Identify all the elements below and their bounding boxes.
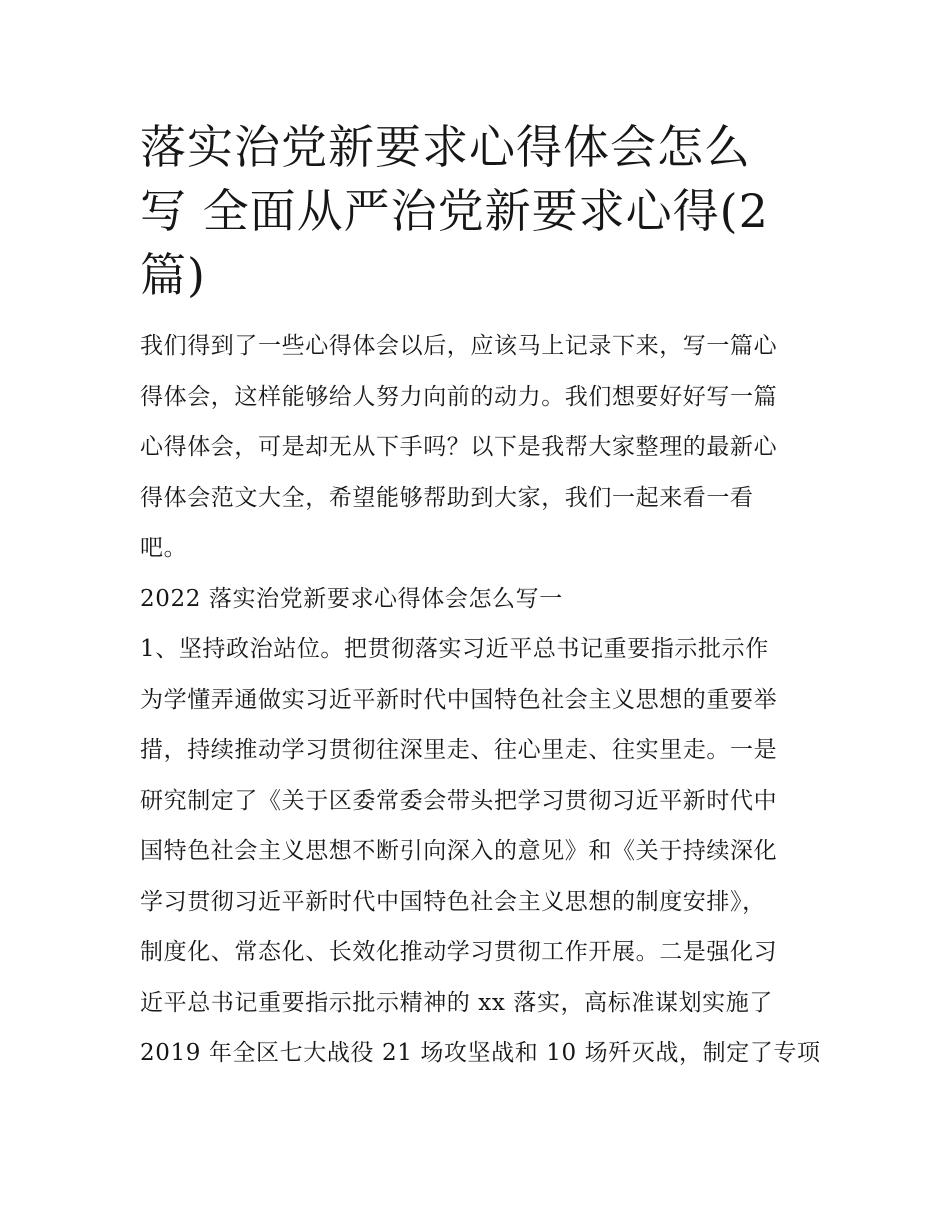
text-line: 得体会，这样能够给人努力向前的动力。我们想要好好写一篇 <box>140 383 778 410</box>
text-line: 近平总书记重要指示批示精神的 xx 落实，高标准谋划实施了 <box>140 989 773 1016</box>
text-line: 我们得到了一些心得体会以后，应该马上记录下来，写一篇心 <box>140 333 778 359</box>
text-line: 吧。 <box>140 535 188 561</box>
text-line: 1、坚持政治站位。把贯彻落实习近平总书记重要指示批示作 <box>140 636 769 662</box>
text-line: 2019 年全区七大战役 21 场攻坚战和 10 场歼灭战，制定了专项 <box>140 1040 821 1066</box>
text-line: 制度化、常态化、长效化推动学习贯彻工作开展。二是强化习 <box>140 939 778 965</box>
document-title <box>140 115 820 307</box>
text-line: 国特色社会主义思想不断引向深入的意见》和《关于持续深化 <box>140 838 778 864</box>
text-line: 得体会范文大全，希望能够帮助到大家，我们一起来看一看 <box>140 484 754 511</box>
title-line: 落实治党新要求心得体会怎么 <box>140 120 751 174</box>
body-paragraph <box>140 624 820 1079</box>
document-content <box>140 115 820 1079</box>
section-heading-block <box>140 574 820 625</box>
intro-paragraph <box>140 321 820 574</box>
section-heading: 2022 落实治党新要求心得体会怎么写一 <box>140 585 563 612</box>
title-line: 篇) <box>140 248 206 302</box>
text-line: 措，持续推动学习贯彻往深里走、往心里走、往实里走。一是 <box>140 737 778 763</box>
text-line: 心得体会，可是却无从下手吗？以下是我帮大家整理的最新心 <box>140 434 778 460</box>
text-line: 研究制定了《关于区委常委会带头把学习贯彻习近平新时代中 <box>140 787 778 814</box>
text-line: 为学懂弄通做实习近平新时代中国特色社会主义思想的重要举 <box>140 686 778 713</box>
text-line: 学习贯彻习近平新时代中国特色社会主义思想的制度安排》， <box>140 888 766 915</box>
title-line: 写 全面从严治党新要求心得(2 <box>140 184 769 238</box>
